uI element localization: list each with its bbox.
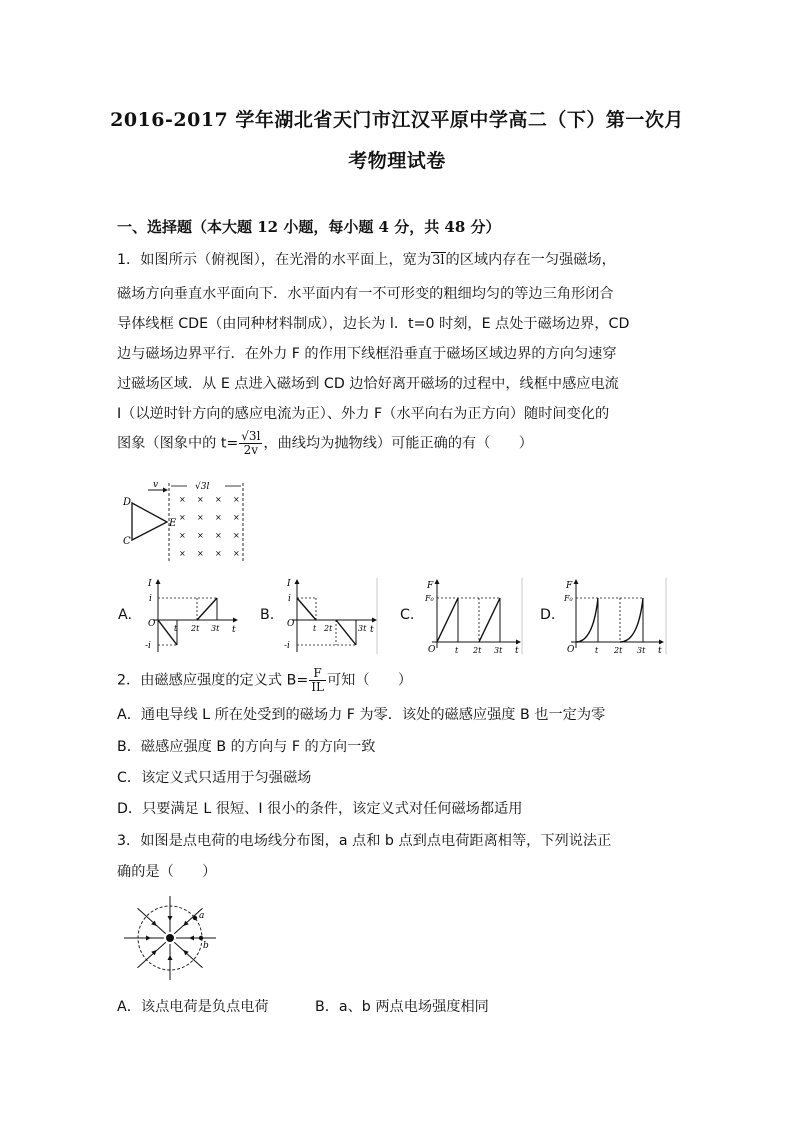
- option-d-label[interactable]: D.: [540, 607, 556, 623]
- tick-2t: 2t: [614, 646, 623, 655]
- tick-t: t: [595, 646, 599, 655]
- q2-stem: [117, 667, 412, 694]
- x-mark: ×: [215, 549, 222, 558]
- label-b: b: [203, 941, 209, 951]
- tick-neg-i: -i: [284, 641, 290, 651]
- field-arrow: [189, 936, 194, 941]
- label-width: √3l: [195, 482, 210, 492]
- tick-F0: F₀: [564, 594, 573, 603]
- axis-F: F: [427, 581, 434, 591]
- field-arrow: [168, 955, 173, 960]
- axis-t: t: [515, 646, 519, 656]
- label-v: v: [153, 480, 159, 490]
- field-arrow: [146, 936, 151, 941]
- option-b-label[interactable]: B.: [260, 607, 275, 623]
- tick-F0: F₀: [425, 594, 434, 603]
- field-x-marks: [179, 495, 240, 558]
- q1-line-1: [117, 249, 616, 269]
- tick-i: i: [149, 594, 152, 604]
- x-mark: ×: [233, 531, 240, 540]
- option-a-label[interactable]: A.: [118, 607, 132, 623]
- q2-option-b[interactable]: B．磁感应强度 B 的方向与 F 的方向一致: [117, 739, 376, 755]
- field-line: [137, 942, 165, 967]
- axis-I: I: [148, 579, 152, 589]
- fraction-t: [239, 430, 262, 457]
- axis-t: t: [658, 646, 662, 656]
- fraction-numerator: √3l: [241, 429, 261, 443]
- label-C: C: [123, 536, 131, 547]
- title-line-2: 考物理试卷: [348, 150, 446, 172]
- fraction-denominator: IL: [311, 680, 324, 694]
- q1-line-4: 边与磁场边界平行．在外力 F 的作用下线框沿垂直于磁场区域边界的方向匀速穿: [117, 346, 617, 362]
- q1-text-c: 图象（图象中的 t=: [117, 435, 239, 452]
- point-a: [193, 916, 197, 920]
- q3-option-b[interactable]: B．a、b 两点电场强度相同: [315, 999, 489, 1015]
- label-a: a: [199, 911, 205, 921]
- origin-O: O: [567, 645, 575, 655]
- graph-a: [145, 578, 240, 656]
- x-mark: ×: [179, 549, 186, 558]
- point-b: [199, 936, 203, 940]
- q1-line-6: I（以逆时针方向的感应电流为正）、外力 F（水平向右为正方向）随时间变化的: [117, 406, 610, 422]
- q2-option-c[interactable]: C．该定义式只适用于匀强磁场: [117, 770, 312, 786]
- fraction-numerator: F: [309, 667, 326, 681]
- title-line-1: 2016-2017 学年湖北省天门市江汉平原中学高二（下）第一次月: [110, 109, 684, 131]
- origin-O: O: [287, 619, 295, 629]
- tick-2t: 2t: [473, 646, 482, 655]
- q3-option-a[interactable]: A．该点电荷是负点电荷: [117, 999, 269, 1015]
- q2-text-b: 可知（ ）: [326, 672, 413, 689]
- q1-line-2: 磁场方向垂直水平面向下．水平面内有一不可形变的粗细均匀的等边三角形闭合: [117, 286, 614, 302]
- label-E: E: [169, 518, 177, 529]
- x-mark: ×: [179, 495, 186, 504]
- q1-line-5: 过磁场区域．从 E 点进入磁场到 CD 边恰好离开磁场的过程中，线框中感应电流: [117, 376, 619, 392]
- x-mark: ×: [197, 531, 204, 540]
- q1-field-figure: [115, 478, 250, 568]
- q2-option-d[interactable]: D．只要满足 L 很短、I 很小的条件，该定义式对任何磁场都适用: [117, 801, 523, 817]
- q1-text-d: ，曲线均为抛物线）可能正确的有（ ）: [263, 435, 533, 452]
- q3-line-1: 3．如图是点电荷的电场线分布图，a 点和 b 点到点电荷距离相等，下列说法正: [117, 833, 612, 849]
- tick-3t: 3t: [358, 624, 367, 633]
- x-mark: ×: [233, 495, 240, 504]
- axis-F: F: [566, 581, 573, 591]
- x-mark: ×: [215, 513, 222, 522]
- q3-line-2: 确的是（ ）: [117, 864, 217, 880]
- tick-2t: 2t: [191, 624, 200, 633]
- axis-t: t: [232, 625, 236, 635]
- x-mark: ×: [233, 513, 240, 522]
- tick-i: i: [288, 594, 291, 604]
- section-heading: 一、选择题（本大题 12 小题，每小题 4 分，共 48 分）: [117, 218, 501, 236]
- graph-b: [284, 578, 379, 656]
- x-mark: ×: [197, 549, 204, 558]
- tick-t: t: [313, 624, 317, 633]
- tick-t: t: [174, 624, 178, 633]
- origin-O: O: [148, 619, 156, 629]
- q2-text-a: 2．由磁感应强度的定义式 B=: [117, 672, 309, 689]
- tick-2t: 2t: [324, 624, 333, 633]
- q1-line-3: 导体线框 CDE（由同种材料制成），边长为 l．t=0 时刻，E 点处于磁场边界，CD: [117, 316, 630, 332]
- tick-3t: 3t: [494, 646, 503, 655]
- fraction-denominator: 2v: [243, 443, 259, 457]
- x-mark: ×: [179, 531, 186, 540]
- graph-d: [563, 578, 668, 656]
- tick-t: t: [455, 646, 459, 655]
- axis-t: t: [370, 625, 374, 635]
- tick-3t: 3t: [637, 646, 646, 655]
- label-D: D: [123, 497, 132, 508]
- q1-text-b: 的区域内存在一匀强磁场，: [445, 252, 616, 268]
- tick-3t: 3t: [211, 624, 220, 633]
- origin-O: O: [428, 645, 436, 655]
- point-charge: [166, 934, 174, 942]
- x-mark: ×: [179, 513, 186, 522]
- axis-I: I: [287, 579, 291, 589]
- sqrt-3l: 3l: [432, 253, 445, 268]
- triangle-frame: [132, 503, 167, 540]
- x-mark: ×: [197, 495, 204, 504]
- graph-c: [424, 578, 524, 656]
- fraction-B: [309, 667, 326, 694]
- x-mark: ×: [233, 549, 240, 558]
- tick-neg-i: -i: [145, 641, 151, 651]
- q2-option-a[interactable]: A．通电导线 L 所在处受到的磁场力 F 为零．该处的磁感应强度 B 也一定为零: [117, 707, 606, 723]
- x-mark: ×: [197, 513, 204, 522]
- field-arrow: [168, 916, 173, 921]
- q1-text-a: 1．如图所示（俯视图），在光滑的水平面上，宽为: [117, 252, 432, 268]
- q3-field-figure: [122, 893, 222, 983]
- q1-line-7: [117, 430, 533, 457]
- x-mark: ×: [215, 495, 222, 504]
- x-mark: ×: [215, 531, 222, 540]
- option-c-label[interactable]: C.: [400, 607, 415, 623]
